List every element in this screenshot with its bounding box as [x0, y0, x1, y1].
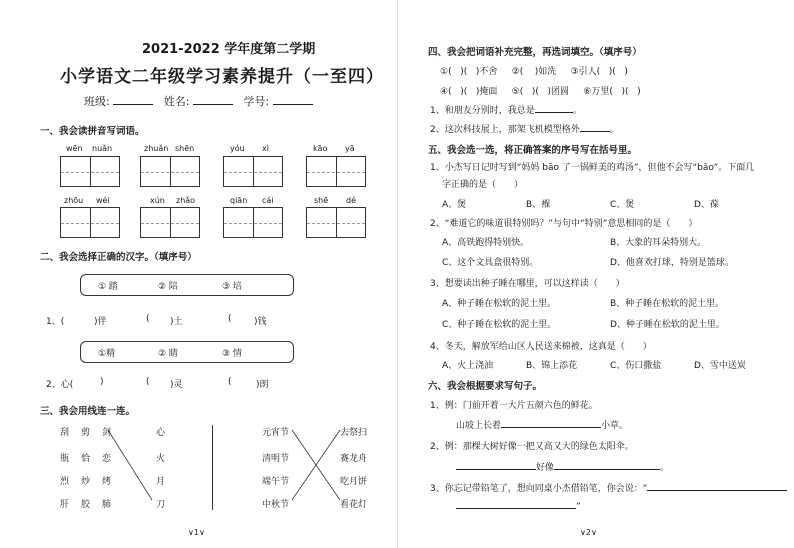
s6-example1: 1、例：门前开着一大片五颜六色的鲜花。 [430, 401, 598, 411]
page-number: ∨2∨ [580, 528, 597, 537]
s5-q1: 1、小杰写日记时写到“妈妈 bāo 了一锅鲜美的鸡汤”，但他不会写“bāo”。下面几 [430, 163, 755, 173]
pinyin: zhuǎn [144, 144, 169, 153]
pinyin: kāo [313, 144, 328, 153]
section6-title: 六、我会根据要求写句子。 [428, 381, 543, 392]
custom[interactable]: 赛龙舟 [340, 454, 368, 464]
pinyin: wéi [96, 196, 110, 205]
class-label: 班级: [84, 95, 110, 108]
option: ② 睛 [158, 349, 178, 359]
s5-q1-opt[interactable]: A、煲 [442, 200, 467, 210]
q-text: )土 [170, 317, 183, 327]
s5-q1-opt[interactable]: C、煲 [610, 200, 635, 210]
page-title: 小学语文二年级学习素养提升（一至四） [60, 67, 384, 87]
s5-q2-opt[interactable]: D、他喜欢打球，特别是篮球。 [610, 258, 734, 268]
radical[interactable]: 心 [156, 428, 166, 438]
q-text: ( [146, 377, 150, 387]
pinyin: shē [314, 196, 329, 205]
char-row[interactable]: 肝胶肺 [60, 500, 124, 510]
s4-q1: 1、和朋友分别时，我总是 。 [430, 106, 582, 116]
s5-q4: 4、冬天，解放军给山区人民送来棉被，这真是（ ） [430, 342, 652, 352]
pinyin: nuǎn [92, 144, 113, 153]
q-text: )朗 [256, 380, 269, 390]
answer-line[interactable] [535, 112, 573, 113]
page-number: ∨1∨ [188, 528, 205, 537]
answer-line[interactable] [554, 469, 660, 470]
answer-line[interactable] [456, 508, 576, 509]
char-row[interactable]: 刮剪剑 [60, 428, 124, 438]
char-row[interactable]: 烈炒烤 [60, 477, 124, 487]
answer-line[interactable] [501, 427, 601, 428]
q-text: 2、心( [46, 380, 74, 390]
q-text: )伴 [94, 317, 107, 327]
char-row[interactable]: 瓶恰恋 [60, 454, 124, 464]
q-text: )灵 [170, 380, 183, 390]
pinyin: yā [345, 144, 355, 153]
q-text: ( [146, 314, 150, 324]
option: ② 陪 [158, 282, 178, 292]
festival[interactable]: 清明节 [262, 454, 290, 464]
q-text: ( [228, 314, 232, 324]
custom[interactable]: 吃月饼 [340, 477, 368, 487]
term-title: 2021-2022 学年度第二学期 [142, 42, 316, 57]
s5-q3-opt[interactable]: A、种子睡在松软的泥土里。 [442, 299, 557, 309]
number-label: 学号: [243, 95, 270, 108]
s6-fill1: 山坡上长着 小草。 [456, 421, 629, 431]
festival[interactable]: 中秋节 [262, 500, 290, 510]
s6-fill2: 好像 。 [456, 460, 669, 473]
connect-line [108, 430, 152, 500]
pinyin: cái [262, 196, 274, 205]
s5-q4-opt[interactable]: C、伤口撒盐 [610, 361, 662, 371]
option: ③ 培 [222, 282, 242, 292]
section5-title: 五、我会选一选，将正确答案的序号写在括号里。 [428, 145, 638, 156]
s6-q3-cont: ” [456, 502, 581, 512]
pinyin: xì [262, 144, 269, 153]
radical[interactable]: 刀 [156, 500, 166, 510]
section4-title: 四、我会把词语补充完整，再选词填空。（填序号） [428, 47, 642, 58]
section2-title: 二、我会选择正确的汉字。（填序号） [40, 252, 197, 263]
s6-q3: 3、你忘记带铅笔了，想向同桌小杰借铅笔，你会说：“ [430, 481, 787, 494]
s5-q4-opt[interactable]: B、锦上添花 [526, 361, 578, 371]
option: ① 踏 [98, 282, 118, 292]
radical[interactable]: 月 [156, 477, 166, 487]
s5-q2-opt[interactable]: C、这个文具盒很特别。 [442, 258, 539, 268]
s5-q4-opt[interactable]: D、雪中送炭 [694, 361, 746, 371]
radical[interactable]: 火 [156, 454, 166, 464]
pinyin: zhōu [64, 196, 84, 205]
s5-q3-opt[interactable]: C、种子睡在松软的泥土里。 [442, 320, 557, 330]
pinyin: dé [346, 196, 356, 205]
section3-title: 三、我会用线连一连。 [40, 406, 136, 417]
answer-line[interactable] [456, 469, 536, 470]
s4-row1[interactable]: ①( )( )不舍 ②( )如洗 ③引人( )( ) [440, 67, 628, 77]
s5-q4-opt[interactable]: A、火上浇油 [442, 361, 494, 371]
pinyin: xún [150, 196, 165, 205]
s5-q3-opt[interactable]: D、种子睡在松软的泥土里。 [610, 320, 725, 330]
page-divider [397, 0, 398, 548]
q-text: ( [228, 377, 232, 387]
s5-q2: 2、“难道它的味道很特别吗？”与句中“特别”意思相同的是（ ） [430, 219, 698, 229]
s4-row2[interactable]: ④( )( )掩面 ⑤( )( )团圆 ⑥万里( )( ) [440, 87, 641, 97]
s5-q2-opt[interactable]: A、高铁跑得特别快。 [442, 238, 530, 248]
q-text: ) [100, 377, 104, 387]
festival[interactable]: 元宵节 [262, 428, 290, 438]
answer-line[interactable] [647, 490, 787, 491]
section1-title: 一、我会读拼音写词语。 [40, 126, 145, 137]
q-text: 1、( [46, 317, 65, 327]
s5-q1-opt[interactable]: D、葆 [694, 200, 719, 210]
s6-example2: 2、例：那棵大树好像一把又高又大的绿色太阳伞。 [430, 442, 634, 452]
s4-q2: 2、这次科技展上，那架飞机模型格外 。 [430, 125, 619, 135]
s5-q1-opt[interactable]: B、褓 [526, 200, 551, 210]
s5-q2-opt[interactable]: B、大象的耳朵特别大。 [610, 238, 707, 248]
s5-q1-cont: 字正确的是（ ） [442, 180, 524, 190]
option: ③ 情 [222, 349, 242, 359]
pinyin: zhǎo [176, 196, 196, 205]
s5-q3: 3、想要读出种子睡在哪里，可以这样读（ ） [430, 279, 625, 289]
answer-line[interactable] [580, 131, 610, 132]
festival[interactable]: 端午节 [262, 477, 290, 487]
s5-q3-opt[interactable]: B、种子睡在松软的泥土里。 [610, 299, 725, 309]
pinyin: qiān [230, 196, 248, 205]
custom[interactable]: 去祭扫 [340, 428, 368, 438]
option: ①精 [98, 349, 116, 359]
name-label: 姓名: [163, 95, 190, 108]
pinyin: yóu [230, 144, 245, 153]
q-text: )钱 [254, 317, 267, 327]
pinyin: shēn [175, 144, 195, 153]
pinyin: wēn [66, 144, 83, 153]
custom[interactable]: 看花灯 [340, 500, 368, 510]
